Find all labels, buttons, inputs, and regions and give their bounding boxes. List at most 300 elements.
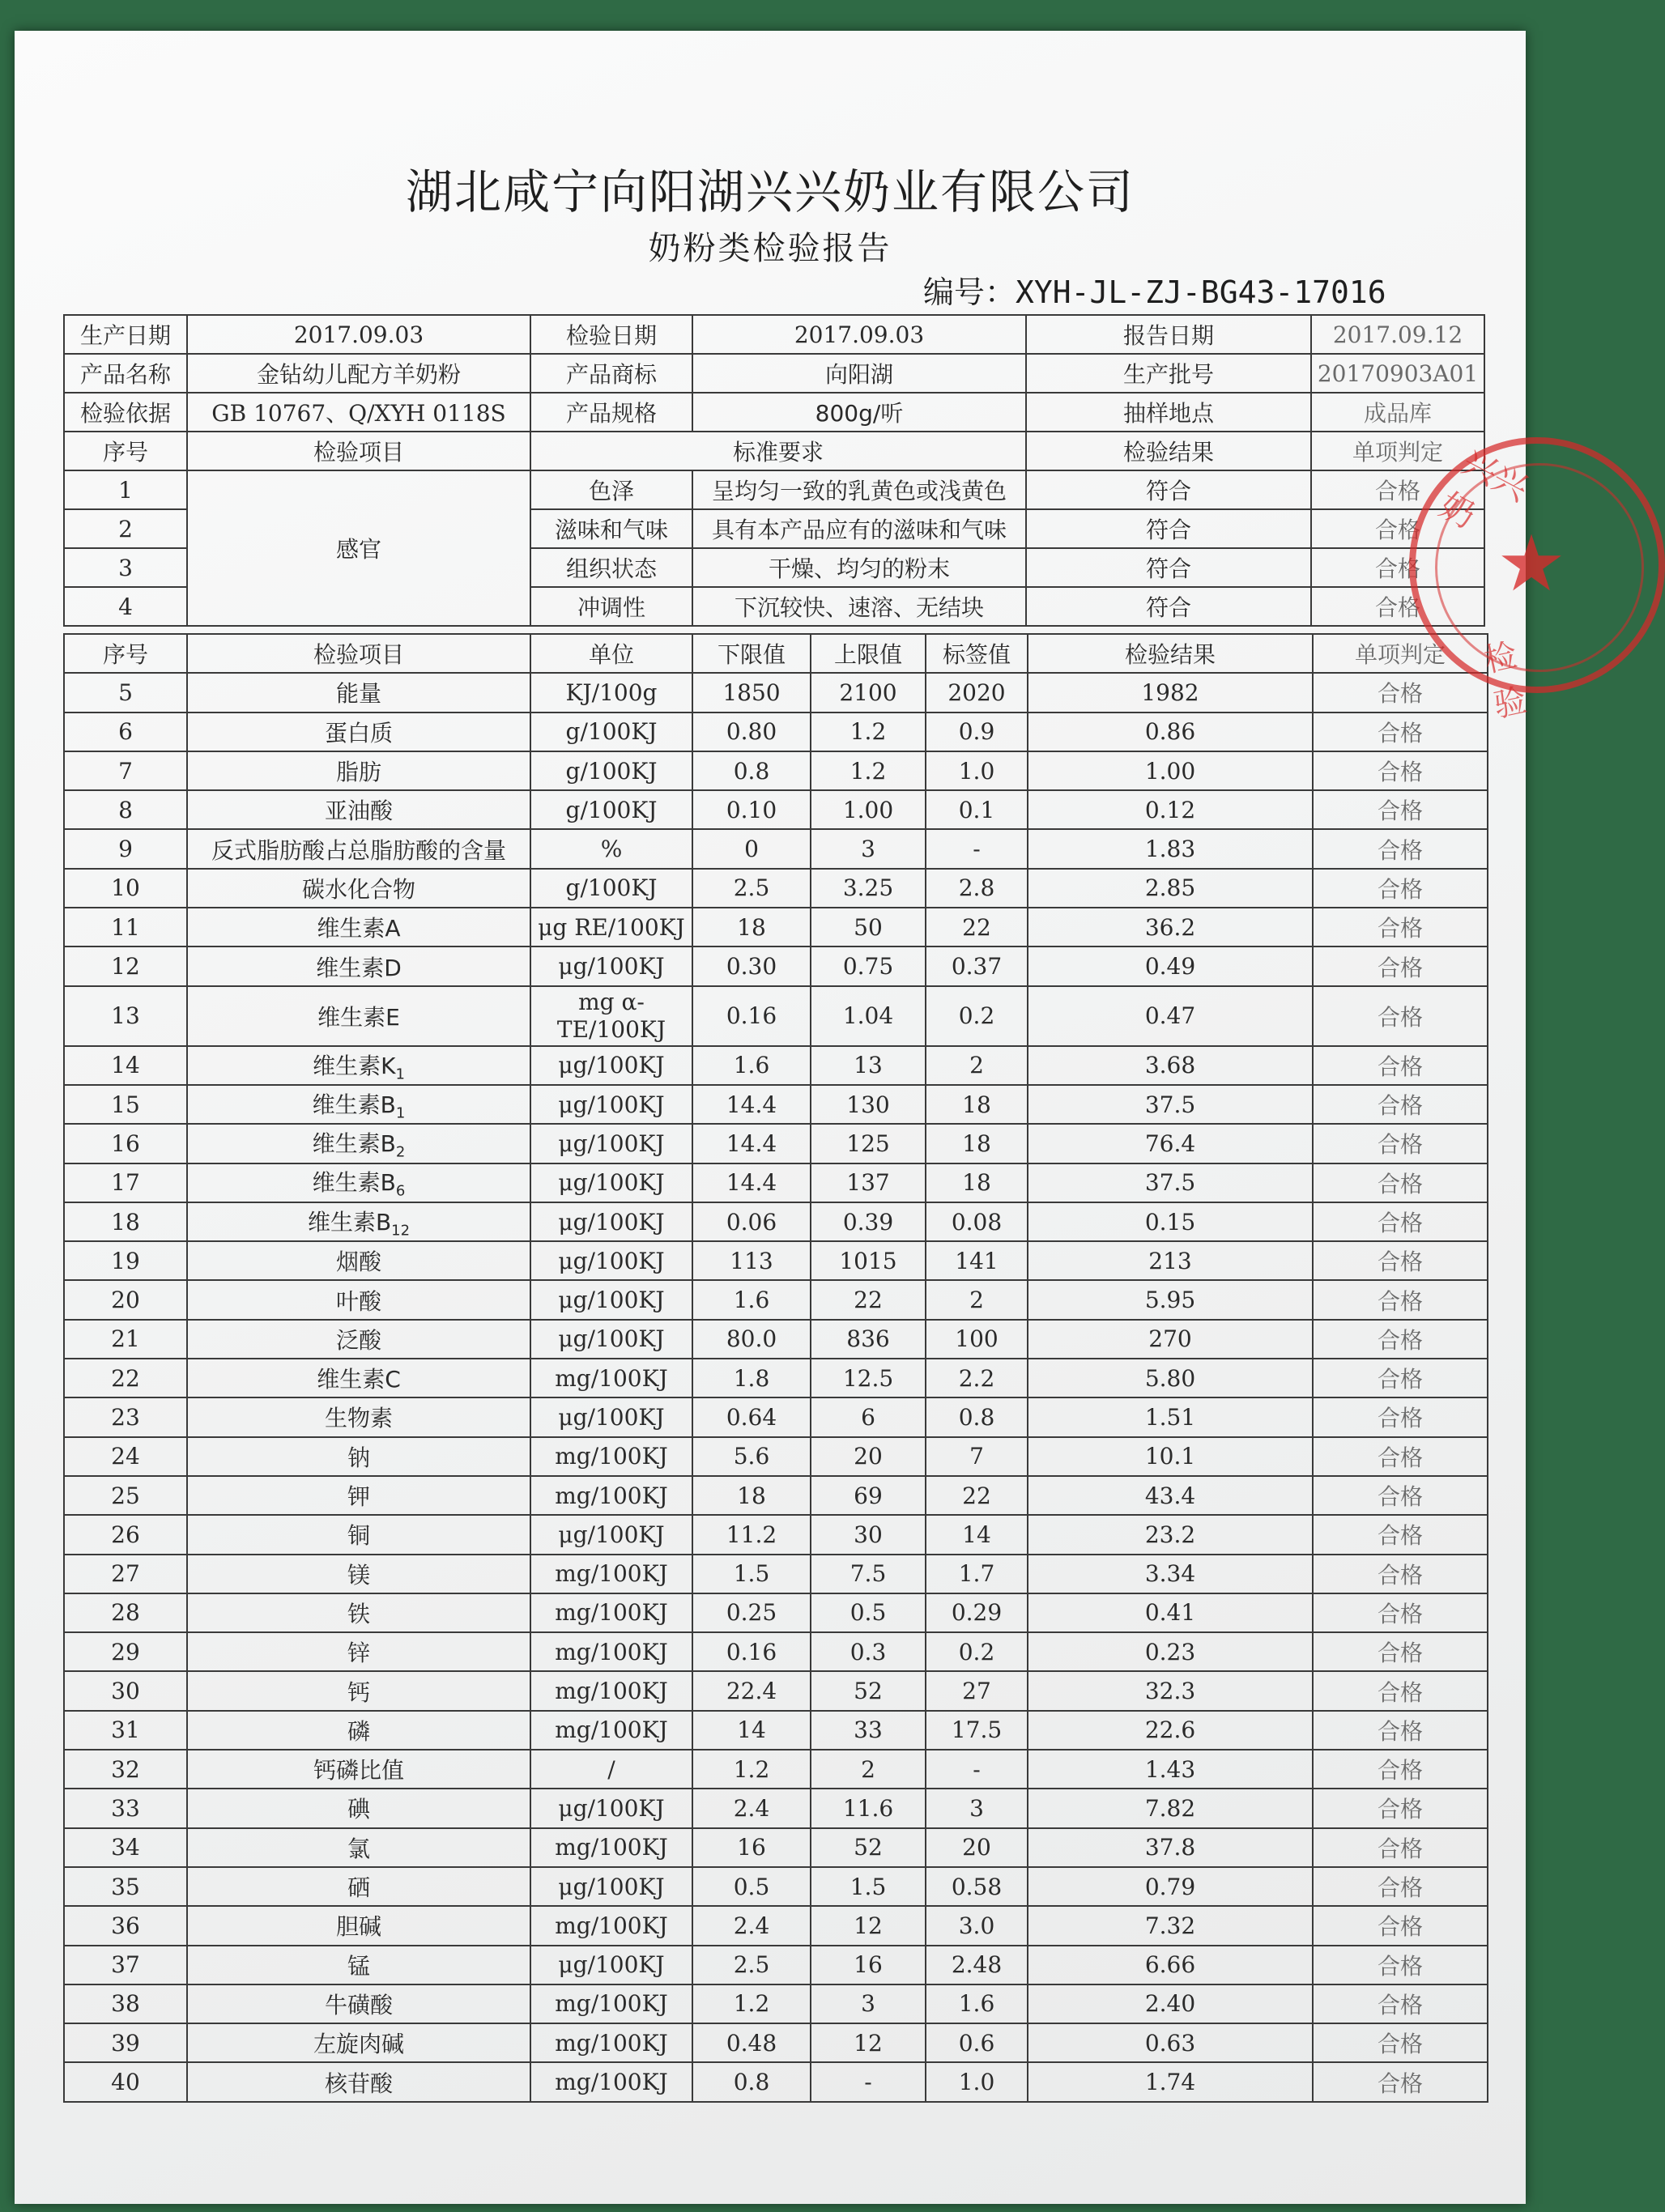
row-result: 7.32	[1028, 1906, 1313, 1945]
serial-value: XYH-JL-ZJ-BG43-17016	[1016, 274, 1386, 310]
row-seq: 13	[64, 986, 187, 1046]
table-row	[64, 1280, 1488, 1319]
row-seq: 3	[64, 548, 187, 587]
sensory-judgement: 合格	[1311, 470, 1484, 509]
row-judgement: 合格	[1313, 1437, 1488, 1476]
table-row	[64, 1437, 1488, 1476]
field-value: 800g/听	[692, 393, 1026, 432]
row-min: 0.80	[692, 713, 811, 751]
row-unit: μg/100KJ	[530, 1241, 692, 1280]
row-seq: 18	[64, 1202, 187, 1241]
sensory-head-row	[64, 432, 1484, 470]
field-value: 20170903A01	[1311, 354, 1484, 393]
row-max: 3.25	[811, 869, 926, 908]
row-unit: KJ/100g	[530, 673, 692, 712]
row-result: 3.68	[1028, 1046, 1313, 1085]
table-row	[64, 1555, 1488, 1593]
row-unit: %	[530, 829, 692, 868]
row-item	[187, 1906, 530, 1945]
field-value: 向阳湖	[692, 354, 1026, 393]
row-seq: 7	[64, 751, 187, 790]
company-name: 湖北咸宁向阳湖兴兴奶业有限公司	[405, 164, 1135, 219]
row-seq: 30	[64, 1671, 187, 1710]
row-item	[187, 869, 530, 908]
row-max: 69	[811, 1476, 926, 1515]
row-item	[187, 946, 530, 985]
row-judgement: 合格	[1313, 829, 1488, 868]
row-label-value: 20	[926, 1828, 1028, 1867]
row-max: 7.5	[811, 1555, 926, 1593]
column-header: 检验项目	[187, 634, 530, 673]
sensory-requirement: 呈均匀一致的乳黄色或浅黄色	[692, 470, 1026, 509]
row-min: 18	[692, 1476, 811, 1515]
row-item	[187, 1202, 530, 1241]
row-min: 14.4	[692, 1163, 811, 1202]
row-item-subscript: 2	[395, 1143, 406, 1161]
row-seq: 12	[64, 946, 187, 985]
row-item	[187, 829, 530, 868]
row-item-name: 维生素B	[312, 1130, 396, 1158]
row-result: 32.3	[1028, 1671, 1313, 1710]
row-unit: mg/100KJ	[530, 2023, 692, 2062]
row-seq: 15	[64, 1085, 187, 1124]
row-result: 213	[1028, 1241, 1313, 1280]
row-item	[187, 1241, 530, 1280]
row-judgement: 合格	[1313, 946, 1488, 985]
row-min: 0.16	[692, 1632, 811, 1671]
row-judgement: 合格	[1313, 1555, 1488, 1593]
row-result: 10.1	[1028, 1437, 1313, 1476]
row-item	[187, 1828, 530, 1867]
row-result: 22.6	[1028, 1711, 1313, 1750]
row-seq: 19	[64, 1241, 187, 1280]
column-header: 标签值	[926, 634, 1028, 673]
sensory-row	[64, 470, 1484, 509]
row-label-value: 0.37	[926, 946, 1028, 985]
row-unit: mg/100KJ	[530, 1711, 692, 1750]
row-result: 0.12	[1028, 790, 1313, 829]
row-min: 22.4	[692, 1671, 811, 1710]
field-label: 生产批号	[1026, 354, 1311, 393]
row-unit: μg/100KJ	[530, 1163, 692, 1202]
row-unit: mg/100KJ	[530, 1476, 692, 1515]
row-item-name: 维生素C	[317, 1366, 401, 1393]
table-row	[64, 751, 1488, 790]
row-judgement: 合格	[1313, 1046, 1488, 1085]
row-seq: 9	[64, 829, 187, 868]
row-max: 2100	[811, 673, 926, 712]
table-row	[64, 1046, 1488, 1085]
serial-separator: ：	[985, 274, 1016, 310]
row-max: 52	[811, 1828, 926, 1867]
row-unit: μg/100KJ	[530, 1867, 692, 1906]
row-unit: μg/100KJ	[530, 1515, 692, 1554]
row-item-name: 反式脂肪酸占总脂肪酸的含量	[211, 836, 506, 864]
row-item	[187, 713, 530, 751]
row-item	[187, 673, 530, 712]
row-item-name: 锰	[347, 1952, 370, 1980]
row-unit: mg/100KJ	[530, 1437, 692, 1476]
row-min: 0.16	[692, 986, 811, 1046]
row-seq: 6	[64, 713, 187, 751]
row-min: 1.6	[692, 1280, 811, 1319]
row-label-value: 1.6	[926, 1984, 1028, 2023]
row-label-value: 18	[926, 1163, 1028, 1202]
row-item	[187, 1124, 530, 1163]
row-unit: mg/100KJ	[530, 1906, 692, 1945]
row-min: 0.10	[692, 790, 811, 829]
table-row	[64, 1515, 1488, 1554]
row-result: 5.80	[1028, 1359, 1313, 1397]
row-seq: 28	[64, 1593, 187, 1632]
row-label-value: 1.7	[926, 1555, 1028, 1593]
row-item	[187, 1555, 530, 1593]
sensory-sub-item: 组织状态	[530, 548, 692, 587]
row-max: 16	[811, 1946, 926, 1984]
row-judgement: 合格	[1313, 2062, 1488, 2101]
row-unit: μg/100KJ	[530, 1202, 692, 1241]
row-item-subscript: 6	[395, 1183, 406, 1200]
table-row	[64, 1163, 1488, 1202]
row-item	[187, 790, 530, 829]
row-item	[187, 1671, 530, 1710]
row-unit: μg/100KJ	[530, 1124, 692, 1163]
row-judgement: 合格	[1313, 1476, 1488, 1515]
row-judgement: 合格	[1313, 1085, 1488, 1124]
sensory-result: 符合	[1026, 587, 1311, 626]
row-judgement: 合格	[1313, 1671, 1488, 1710]
table-row	[64, 2062, 1488, 2101]
field-label: 抽样地点	[1026, 393, 1311, 432]
row-label-value: 22	[926, 1476, 1028, 1515]
row-judgement: 合格	[1313, 1163, 1488, 1202]
row-label-value: 1.0	[926, 751, 1028, 790]
header-table	[63, 314, 1485, 627]
row-max: 0.75	[811, 946, 926, 985]
sensory-judgement: 合格	[1311, 509, 1484, 548]
row-label-value: 0.2	[926, 986, 1028, 1046]
row-unit: g/100KJ	[530, 790, 692, 829]
row-label-value: 2	[926, 1046, 1028, 1085]
table-row	[64, 1867, 1488, 1906]
row-item	[187, 751, 530, 790]
row-max: 6	[811, 1397, 926, 1436]
row-item	[187, 1593, 530, 1632]
column-header: 检验结果	[1028, 634, 1313, 673]
row-item	[187, 908, 530, 946]
table-row	[64, 1359, 1488, 1397]
row-seq: 24	[64, 1437, 187, 1476]
column-header-seq: 序号	[64, 432, 187, 470]
row-label-value: 18	[926, 1124, 1028, 1163]
row-item-name: 胆碱	[335, 1913, 381, 1941]
row-seq: 37	[64, 1946, 187, 1984]
row-judgement: 合格	[1313, 1946, 1488, 1984]
row-max: -	[811, 2062, 926, 2101]
row-item-name: 维生素A	[317, 915, 401, 942]
field-label: 生产日期	[64, 315, 187, 354]
sensory-requirement: 干燥、均匀的粉末	[692, 548, 1026, 587]
row-judgement: 合格	[1313, 1397, 1488, 1436]
row-seq: 22	[64, 1359, 187, 1397]
row-item-subscript: 1	[395, 1066, 405, 1083]
table-row	[64, 2023, 1488, 2062]
row-min: 1.8	[692, 1359, 811, 1397]
row-unit: mg/100KJ	[530, 1984, 692, 2023]
row-item-name: 铁	[347, 1600, 370, 1627]
report-serial	[923, 267, 1386, 312]
row-max: 52	[811, 1671, 926, 1710]
row-result: 1.83	[1028, 829, 1313, 868]
seal-text-bottom: 检验	[1480, 636, 1531, 725]
table-row	[64, 790, 1488, 829]
table-row	[64, 1906, 1488, 1945]
row-seq: 35	[64, 1867, 187, 1906]
row-result: 43.4	[1028, 1476, 1313, 1515]
row-label-value: 27	[926, 1671, 1028, 1710]
row-item	[187, 1476, 530, 1515]
row-item-subscript: 1	[395, 1104, 406, 1122]
row-result: 1982	[1028, 673, 1313, 712]
field-value: GB 10767、Q/XYH 0118S	[187, 393, 530, 432]
table-row	[64, 713, 1488, 751]
row-label-value: 2.8	[926, 869, 1028, 908]
column-header: 单项判定	[1313, 634, 1488, 673]
row-min: 113	[692, 1241, 811, 1280]
row-judgement: 合格	[1313, 790, 1488, 829]
row-seq: 29	[64, 1632, 187, 1671]
row-seq: 32	[64, 1750, 187, 1789]
row-item-name: 叶酸	[335, 1287, 381, 1315]
table-row	[64, 1320, 1488, 1359]
row-item-name: 锌	[347, 1640, 370, 1667]
row-judgement: 合格	[1313, 673, 1488, 712]
row-label-value: 0.2	[926, 1632, 1028, 1671]
row-item	[187, 1515, 530, 1554]
table-row	[64, 1202, 1488, 1241]
row-item-name: 维生素K	[313, 1052, 396, 1079]
row-min: 2.5	[692, 869, 811, 908]
row-max: 125	[811, 1124, 926, 1163]
row-result: 0.86	[1028, 713, 1313, 751]
row-item	[187, 1789, 530, 1827]
row-unit: μg/100KJ	[530, 1046, 692, 1085]
seal-text-top: 兴兴奶	[1433, 441, 1535, 536]
row-item-name: 蛋白质	[324, 719, 393, 747]
row-label-value: 100	[926, 1320, 1028, 1359]
row-min: 1.5	[692, 1555, 811, 1593]
row-unit: mg/100KJ	[530, 1828, 692, 1867]
row-judgement: 合格	[1313, 1124, 1488, 1163]
row-result: 1.00	[1028, 751, 1313, 790]
row-unit: μg/100KJ	[530, 1280, 692, 1319]
field-label: 产品规格	[530, 393, 692, 432]
row-judgement: 合格	[1313, 1867, 1488, 1906]
row-label-value: 0.08	[926, 1202, 1028, 1241]
row-result: 0.47	[1028, 986, 1313, 1046]
header-row	[64, 315, 1484, 354]
table-row	[64, 1671, 1488, 1710]
column-header: 下限值	[692, 634, 811, 673]
row-item	[187, 1750, 530, 1789]
field-label: 产品名称	[64, 354, 187, 393]
sensory-requirement: 具有本产品应有的滋味和气味	[692, 509, 1026, 548]
row-judgement: 合格	[1313, 986, 1488, 1046]
row-unit: μg RE/100KJ	[530, 908, 692, 946]
serial-label: 编号	[923, 274, 986, 310]
row-min: 14.4	[692, 1124, 811, 1163]
row-result: 0.41	[1028, 1593, 1313, 1632]
row-unit: mg/100KJ	[530, 1359, 692, 1397]
row-max: 1.2	[811, 713, 926, 751]
sensory-sub-item: 滋味和气味	[530, 509, 692, 548]
column-header-standard: 标准要求	[530, 432, 1026, 470]
row-max: 20	[811, 1437, 926, 1476]
row-max: 1.5	[811, 1867, 926, 1906]
row-item-name: 钙磷比值	[313, 1757, 404, 1784]
row-max: 1.2	[811, 751, 926, 790]
row-judgement: 合格	[1313, 751, 1488, 790]
row-max: 0.3	[811, 1632, 926, 1671]
row-seq: 34	[64, 1828, 187, 1867]
row-result: 1.74	[1028, 2062, 1313, 2101]
row-min: 0.5	[692, 1867, 811, 1906]
row-item-subscript: 12	[391, 1222, 411, 1240]
field-value: 2017.09.03	[187, 315, 530, 354]
row-seq: 1	[64, 470, 187, 509]
row-item-name: 泛酸	[335, 1326, 381, 1354]
row-min: 0.8	[692, 2062, 811, 2101]
row-unit: /	[530, 1750, 692, 1789]
row-judgement: 合格	[1313, 869, 1488, 908]
row-unit: mg/100KJ	[530, 1593, 692, 1632]
row-min: 0.64	[692, 1397, 811, 1436]
sensory-group-label: 感官	[187, 470, 530, 626]
row-item	[187, 1397, 530, 1436]
row-label-value: 0.58	[926, 1867, 1028, 1906]
column-header-judge: 单项判定	[1311, 432, 1484, 470]
table-row	[64, 986, 1488, 1046]
row-item-name: 钾	[347, 1483, 370, 1511]
row-item	[187, 986, 530, 1046]
row-judgement: 合格	[1313, 1241, 1488, 1280]
row-unit: mg/100KJ	[530, 1671, 692, 1710]
table-row	[64, 869, 1488, 908]
row-result: 2.40	[1028, 1984, 1313, 2023]
row-item-name: 能量	[335, 680, 381, 708]
row-item	[187, 2023, 530, 2062]
row-max: 2	[811, 1750, 926, 1789]
row-item-name: 碳水化合物	[301, 875, 415, 903]
row-label-value: 0.6	[926, 2023, 1028, 2062]
row-seq: 8	[64, 790, 187, 829]
sensory-result: 符合	[1026, 470, 1311, 509]
row-item-name: 铜	[347, 1522, 370, 1550]
sensory-result: 符合	[1026, 509, 1311, 548]
row-unit: g/100KJ	[530, 869, 692, 908]
row-item	[187, 1163, 530, 1202]
row-item	[187, 1632, 530, 1671]
row-max: 12.5	[811, 1359, 926, 1397]
row-item	[187, 2062, 530, 2101]
row-max: 0.5	[811, 1593, 926, 1632]
row-seq: 14	[64, 1046, 187, 1085]
row-label-value: 2.48	[926, 1946, 1028, 1984]
row-seq: 27	[64, 1555, 187, 1593]
row-max: 137	[811, 1163, 926, 1202]
row-judgement: 合格	[1313, 1789, 1488, 1827]
table-row	[64, 1946, 1488, 1984]
row-seq: 17	[64, 1163, 187, 1202]
row-seq: 31	[64, 1711, 187, 1750]
table-row	[64, 829, 1488, 868]
row-item	[187, 1946, 530, 1984]
row-min: 1.2	[692, 1984, 811, 2023]
row-min: 0.8	[692, 751, 811, 790]
row-seq: 23	[64, 1397, 187, 1436]
row-max: 30	[811, 1515, 926, 1554]
header-row	[64, 393, 1484, 432]
row-judgement: 合格	[1313, 1280, 1488, 1319]
row-label-value: -	[926, 1750, 1028, 1789]
row-item-name: 核苷酸	[324, 2069, 393, 2097]
row-item-name: 钠	[347, 1444, 370, 1471]
row-item-name: 维生素B	[312, 1169, 396, 1197]
row-item-name: 维生素E	[317, 1003, 400, 1031]
table-row	[64, 1397, 1488, 1436]
row-item-name: 硒	[347, 1874, 370, 1902]
column-header-item: 检验项目	[187, 432, 530, 470]
row-min: 14.4	[692, 1085, 811, 1124]
row-item	[187, 1867, 530, 1906]
row-item-name: 牛磺酸	[324, 1991, 393, 2018]
row-seq: 11	[64, 908, 187, 946]
row-max: 0.39	[811, 1202, 926, 1241]
row-item	[187, 1984, 530, 2023]
field-label: 检验日期	[530, 315, 692, 354]
row-min: 1.2	[692, 1750, 811, 1789]
row-label-value: 141	[926, 1241, 1028, 1280]
row-unit: mg α-TE/100KJ	[530, 986, 692, 1046]
table-row	[64, 1124, 1488, 1163]
row-label-value: 3	[926, 1789, 1028, 1827]
row-judgement: 合格	[1313, 1711, 1488, 1750]
row-judgement: 合格	[1313, 1906, 1488, 1945]
table-row	[64, 1711, 1488, 1750]
row-judgement: 合格	[1313, 1359, 1488, 1397]
row-result: 0.23	[1028, 1632, 1313, 1671]
row-seq: 21	[64, 1320, 187, 1359]
row-judgement: 合格	[1313, 1593, 1488, 1632]
header-row	[64, 354, 1484, 393]
table-row	[64, 673, 1488, 712]
row-item	[187, 1320, 530, 1359]
row-result: 37.5	[1028, 1085, 1313, 1124]
row-judgement: 合格	[1313, 713, 1488, 751]
sensory-judgement: 合格	[1311, 548, 1484, 587]
table-row	[64, 1241, 1488, 1280]
table-row	[64, 1593, 1488, 1632]
row-unit: μg/100KJ	[530, 1320, 692, 1359]
row-min: 2.5	[692, 1946, 811, 1984]
row-min: 2.4	[692, 1789, 811, 1827]
row-result: 1.51	[1028, 1397, 1313, 1436]
row-min: 0	[692, 829, 811, 868]
row-label-value: 22	[926, 908, 1028, 946]
row-max: 3	[811, 829, 926, 868]
row-max: 12	[811, 1906, 926, 1945]
row-item	[187, 1711, 530, 1750]
